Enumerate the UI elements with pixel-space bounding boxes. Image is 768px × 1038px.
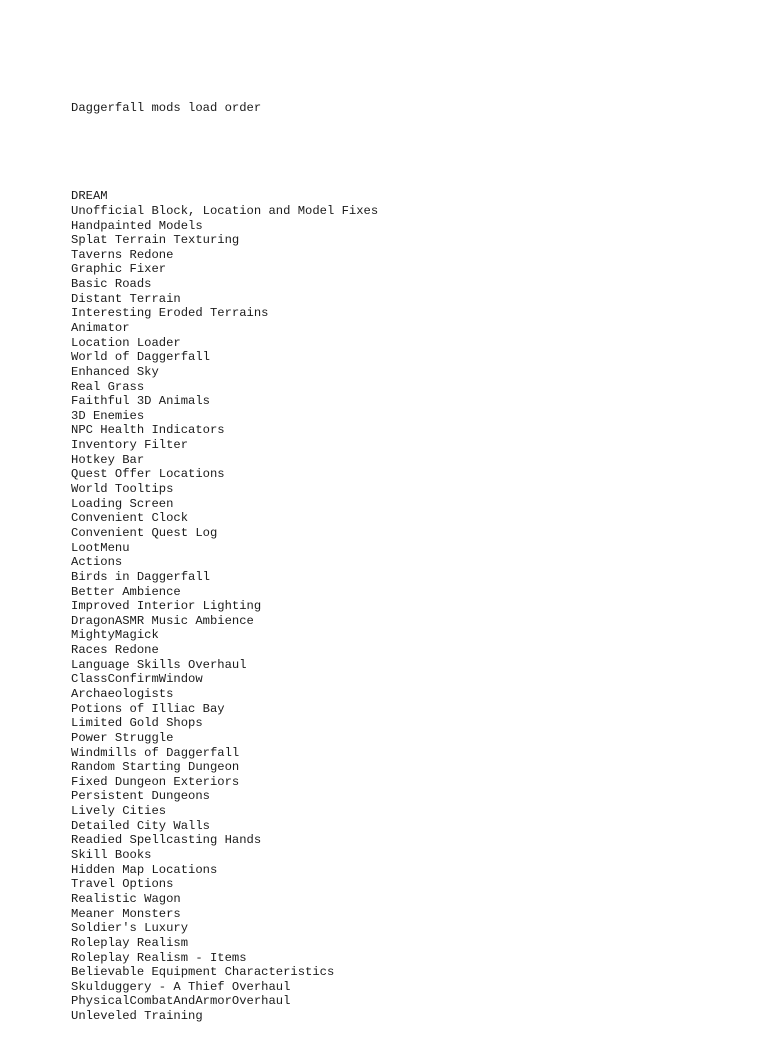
list-item: Archaeologists bbox=[71, 687, 174, 701]
list-item: Unofficial Block, Location and Model Fixes bbox=[71, 203, 379, 218]
list-item: 3D Enemies bbox=[71, 408, 145, 423]
list-item: Travel Options bbox=[71, 877, 174, 892]
list-item: Enhanced Sky bbox=[71, 364, 159, 379]
list-item: LootMenu bbox=[71, 540, 130, 555]
list-item: Hotkey Bar bbox=[71, 452, 145, 467]
list-item: Windmills of Daggerfall bbox=[71, 745, 240, 760]
list-item: Hidden Map Locations bbox=[71, 862, 218, 877]
list-item: Realistic Wagon bbox=[71, 891, 181, 906]
list-item: Roleplay Realism - Items bbox=[71, 950, 247, 965]
list-item: Splat Terrain Texturing bbox=[71, 233, 240, 248]
list-item: Unleveled Training bbox=[71, 1009, 203, 1024]
list-item: Random Starting Dungeon bbox=[71, 760, 240, 775]
list-item: Language Skills Overhaul bbox=[71, 657, 247, 672]
list-item: MightyMagick bbox=[71, 628, 159, 643]
list-item: Lively Cities bbox=[71, 804, 167, 819]
list-item: Races Redone bbox=[71, 643, 159, 658]
list-item: Actions bbox=[71, 555, 123, 570]
list-item: Improved Interior Lighting bbox=[71, 599, 262, 614]
list-item: Fixed Dungeon Exteriors bbox=[71, 774, 240, 789]
list-item: Limited Gold Shops bbox=[71, 716, 203, 731]
list-item: Handpainted Models bbox=[71, 218, 203, 233]
list-item: Roleplay Realism bbox=[71, 935, 189, 950]
list-item: Convenient Clock bbox=[71, 511, 189, 526]
list-item: Potions of Illiac Bay bbox=[71, 701, 225, 716]
list-item: Taverns Redone bbox=[71, 247, 174, 262]
list-item: Inventory Filter bbox=[71, 438, 189, 453]
list-item: Interesting Eroded Terrains bbox=[71, 306, 269, 321]
list-item: Graphic Fixer bbox=[71, 262, 167, 277]
list-item: Distant Terrain bbox=[71, 291, 181, 306]
mod-load-order-list bbox=[71, 189, 378, 1024]
list-item: ClassConfirmWindow bbox=[71, 672, 203, 687]
list-item: World of Daggerfall bbox=[71, 350, 210, 365]
list-item: Real Grass bbox=[71, 379, 145, 394]
document-body bbox=[71, 72, 378, 1038]
list-item: Loading Screen bbox=[71, 496, 174, 511]
document-title: Daggerfall mods load order bbox=[71, 101, 262, 116]
list-item: Persistent Dungeons bbox=[71, 789, 210, 804]
list-item: Believable Equipment Characteristics bbox=[71, 965, 335, 980]
list-item: Meaner Monsters bbox=[71, 906, 181, 921]
list-item: PhysicalCombatAndArmorOverhaul bbox=[71, 994, 291, 1009]
list-item: Skill Books bbox=[71, 848, 152, 863]
list-item: Location Loader bbox=[71, 335, 181, 350]
list-item: Skulduggery - A Thief Overhaul bbox=[71, 979, 291, 994]
list-item: Convenient Quest Log bbox=[71, 525, 218, 540]
list-item: Soldier's Luxury bbox=[71, 921, 189, 936]
list-item: Animator bbox=[71, 320, 130, 335]
list-item: Birds in Daggerfall bbox=[71, 569, 210, 584]
list-item: Power Struggle bbox=[71, 730, 174, 745]
list-item: Faithful 3D Animals bbox=[71, 394, 210, 409]
blank-line bbox=[71, 145, 378, 160]
list-item: Detailed City Walls bbox=[71, 818, 210, 833]
list-item: World Tooltips bbox=[71, 482, 174, 497]
list-item: Quest Offer Locations bbox=[71, 467, 225, 482]
list-item: Better Ambience bbox=[71, 584, 181, 599]
list-item: Readied Spellcasting Hands bbox=[71, 833, 262, 848]
list-item: Basic Roads bbox=[71, 277, 152, 292]
list-item: DragonASMR Music Ambience bbox=[71, 613, 254, 628]
list-item: DREAM bbox=[71, 189, 108, 204]
list-item: NPC Health Indicators bbox=[71, 423, 225, 438]
